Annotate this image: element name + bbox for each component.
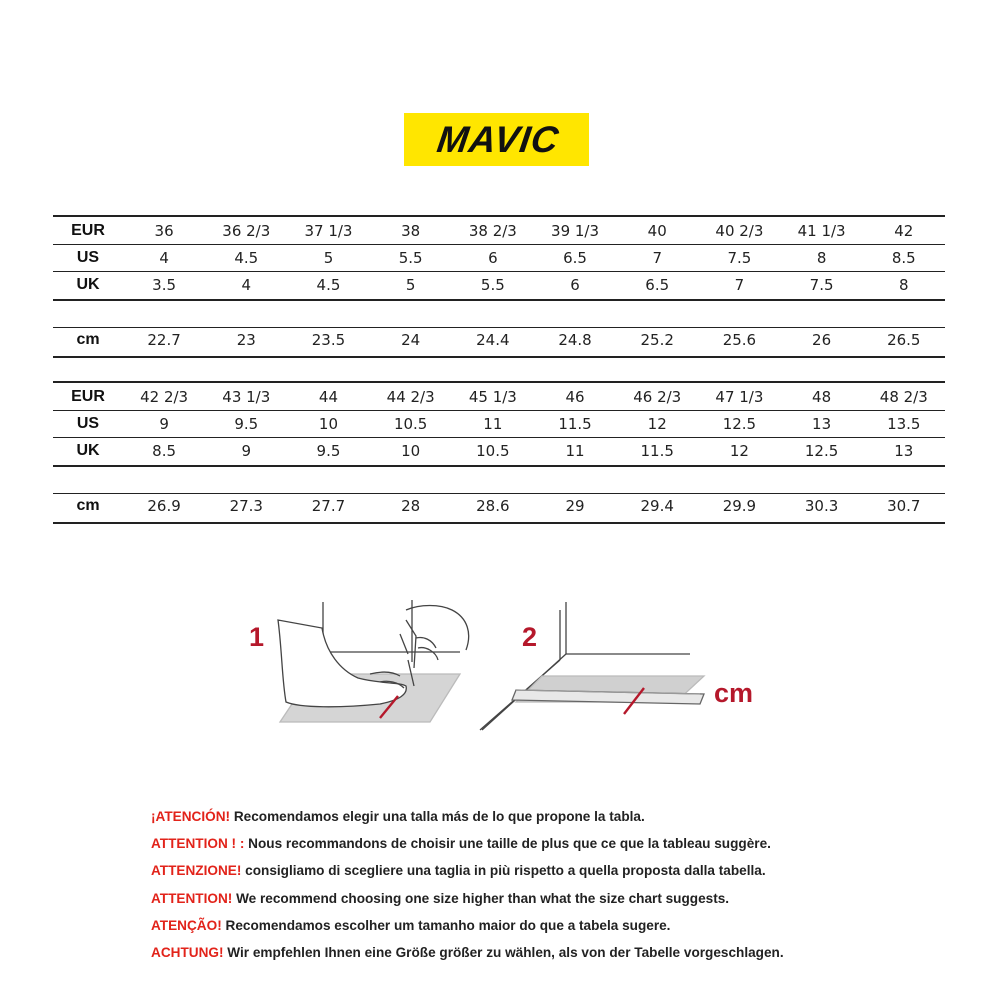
size-advice-notes (151, 803, 931, 966)
row-label-us: US (76, 414, 100, 432)
cell: 12.5 (804, 441, 839, 460)
cell: 40 (647, 221, 667, 240)
cell: 10.5 (393, 414, 428, 433)
cell: 30.7 (887, 497, 921, 515)
mavic-logo (404, 113, 589, 166)
measurement-diagram (230, 590, 770, 750)
cell: 8 (899, 275, 909, 294)
cell: 37 1/3 (304, 221, 353, 240)
cell: 13 (812, 414, 832, 433)
cell: 7.5 (727, 248, 752, 267)
cell: 25.6 (722, 331, 757, 349)
cell: 29.4 (640, 497, 674, 515)
cell: 9 (241, 441, 252, 460)
cell: 5.5 (398, 248, 423, 267)
cell: 23.5 (311, 331, 346, 349)
cell: 7 (652, 248, 662, 267)
cell: 11 (483, 414, 503, 433)
cell: 42 (894, 221, 914, 240)
cell: 9.5 (234, 414, 259, 433)
note-text: Wir empfehlen Ihnen eine Größe größer zu wählen, als von der Tabelle vorgeschlagen. (223, 944, 784, 960)
row-eur (53, 217, 945, 244)
cell: 43 1/3 (222, 387, 271, 406)
row-us (53, 410, 945, 437)
cell: 41 1/3 (797, 221, 846, 240)
cell: 24.4 (476, 331, 510, 349)
row-cm (53, 326, 945, 354)
cell: 22.7 (147, 331, 181, 349)
cell: 29 (565, 497, 585, 515)
row-uk (53, 271, 945, 298)
cell: 12 (729, 441, 749, 460)
cell: 48 (812, 387, 832, 406)
note-italian (151, 857, 931, 884)
cell: 3.5 (152, 275, 177, 294)
cell: 36 2/3 (222, 221, 271, 240)
cell: 4.5 (234, 248, 259, 267)
row-label-cm: cm (76, 331, 100, 348)
cell: 11.5 (640, 441, 674, 460)
cell: 36 (154, 221, 174, 240)
cell: 4 (241, 275, 252, 294)
cell: 46 2/3 (633, 387, 682, 406)
cell: 13 (894, 441, 914, 460)
row-label-uk: UK (76, 275, 100, 293)
cell: 5.5 (480, 275, 505, 294)
cell: 38 2/3 (468, 221, 517, 240)
cell: 6.5 (645, 275, 670, 294)
cell: 12.5 (722, 414, 757, 433)
cell: 46 (565, 387, 585, 406)
row-label-eur: EUR (71, 387, 105, 405)
note-german (151, 939, 931, 966)
note-highlight: ¡ATENCIÓN! (151, 809, 231, 824)
cell: 26.9 (147, 497, 181, 515)
cell: 24.8 (558, 331, 592, 349)
note-portuguese (151, 912, 931, 939)
cell: 28 (401, 497, 421, 515)
cell: 27.7 (311, 497, 346, 515)
note-text: We recommend choosing one size higher than what the size chart suggests. (232, 890, 730, 906)
cell: 9 (159, 414, 169, 433)
cell: 44 2/3 (386, 387, 435, 406)
note-english (151, 885, 931, 912)
cell: 38 (401, 221, 421, 240)
note-text: Recomendamos elegir una talla más de lo que propone la tabla. (230, 809, 645, 824)
cell: 24 (401, 331, 421, 349)
mavic-logo-mark (404, 113, 589, 166)
cell: 6 (570, 275, 580, 294)
size-table-block-2 (53, 381, 945, 520)
cell: 5 (323, 248, 334, 267)
cell: 23 (236, 331, 256, 349)
step-1-number: 1 (249, 622, 265, 652)
logo-text: MAVIC (434, 118, 562, 160)
cell: 26.5 (887, 331, 921, 349)
cell: 30.3 (804, 497, 839, 515)
cell: 9.5 (316, 441, 341, 460)
cell: 11 (565, 441, 585, 460)
cell: 6.5 (563, 248, 587, 267)
cell: 10.5 (476, 441, 510, 460)
cell: 40 2/3 (715, 221, 764, 240)
cell: 44 (318, 387, 339, 406)
row-eur (53, 383, 945, 410)
note-highlight: ATTENZIONE! (151, 863, 242, 879)
step-2-number: 2 (522, 622, 538, 652)
note-text: consigliamo di scegliere una taglia in più rispetto a quella proposta dalla tabella. (241, 863, 766, 879)
cell: 39 1/3 (551, 221, 600, 240)
cell: 45 1/3 (468, 387, 517, 406)
note-spanish (151, 803, 931, 830)
note-highlight: ATTENTION! (151, 890, 233, 906)
cell: 7.5 (809, 275, 834, 294)
note-highlight: ATENÇÃO! (151, 917, 222, 933)
note-text: Nous recommandons de choisir une taille de plus que ce que la tableau suggère. (244, 836, 771, 852)
row-label-us: US (76, 248, 100, 266)
measurement-illustration (230, 590, 770, 750)
cell: 4 (159, 248, 169, 267)
note-highlight: ATTENTION ! : (151, 836, 245, 852)
cell: 8 (816, 248, 827, 267)
row-label-uk: UK (76, 441, 100, 459)
cell: 8.5 (891, 248, 916, 267)
cell: 47 1/3 (715, 387, 764, 406)
cell: 42 2/3 (140, 387, 189, 406)
row-cm (53, 492, 945, 520)
cell: 28.6 (476, 497, 510, 515)
row-label-cm: cm (76, 497, 100, 514)
row-uk (53, 437, 945, 464)
cell: 25.2 (640, 331, 674, 349)
note-french (151, 830, 931, 857)
cell: 10 (401, 441, 421, 460)
note-highlight: ACHTUNG! (151, 944, 224, 960)
step-1-foot-drawing (278, 600, 469, 722)
cell: 48 2/3 (879, 387, 928, 406)
cell: 6 (488, 248, 498, 267)
row-us (53, 244, 945, 271)
cell: 12 (647, 414, 667, 433)
cell: 26 (812, 331, 832, 349)
row-label-eur: EUR (71, 221, 105, 239)
cell: 4.5 (316, 275, 341, 294)
cell: 11.5 (558, 414, 592, 433)
cell: 27.3 (229, 497, 263, 515)
note-text: Recomendamos escolher um tamanho maior do que a tabela sugere. (221, 917, 671, 933)
unit-label-cm: cm (714, 678, 754, 708)
size-table-block-1 (53, 215, 945, 354)
cell: 10 (318, 414, 339, 433)
cell: 5 (405, 275, 416, 294)
cell: 29.9 (722, 497, 757, 515)
cell: 8.5 (152, 441, 177, 460)
cell: 7 (734, 275, 745, 294)
cell: 13.5 (887, 414, 921, 433)
step-2-ruler-drawing (480, 602, 704, 730)
